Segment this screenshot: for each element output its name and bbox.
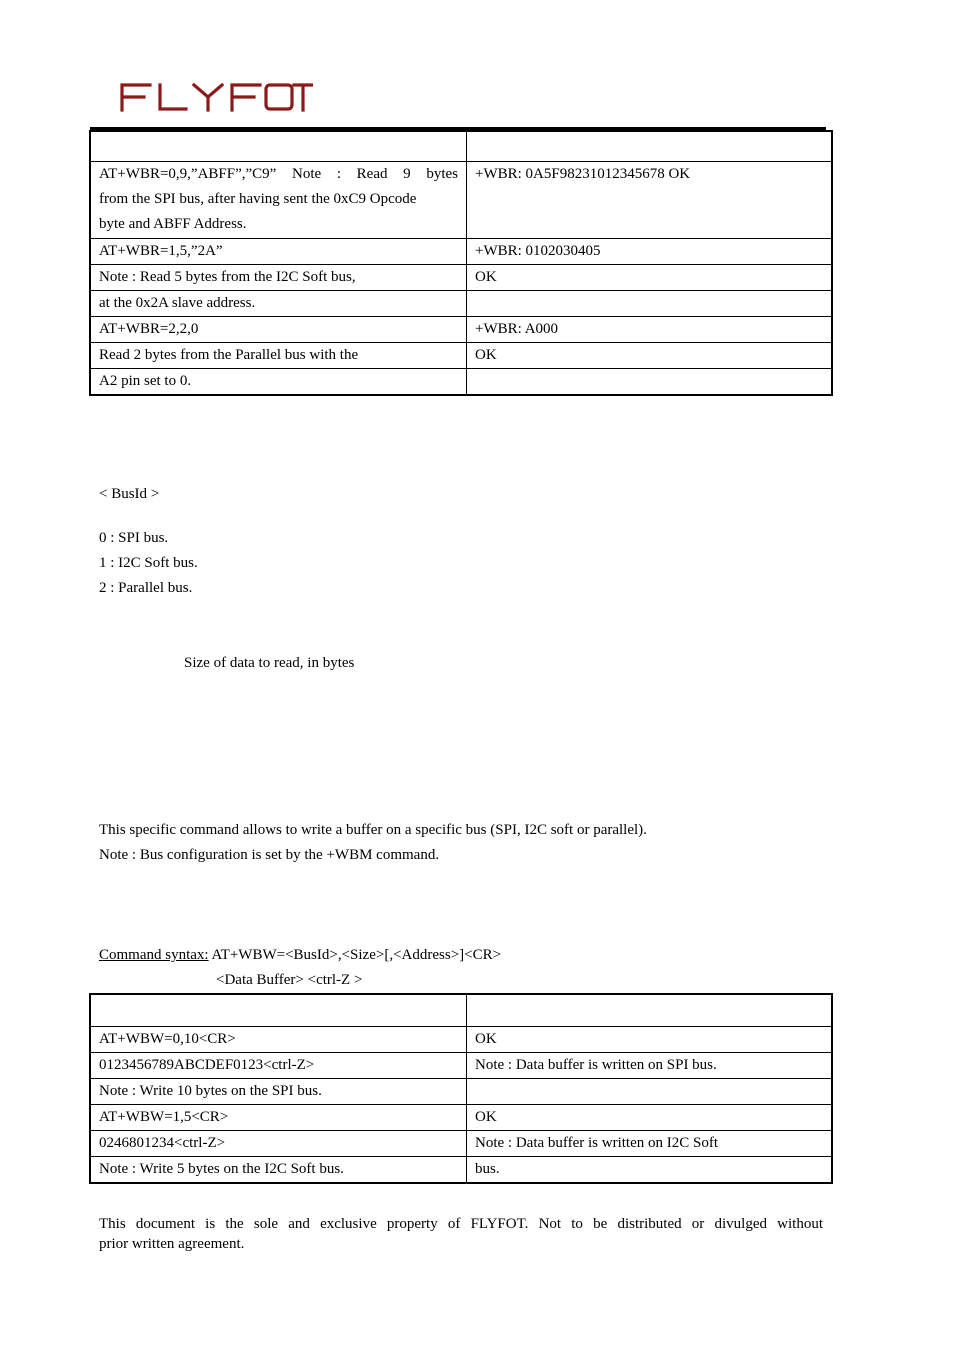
table-row <box>91 239 832 265</box>
response-cell: +WBR: A000 <box>467 317 832 343</box>
command-cell: AT+WBR=1,5,”2A” <box>91 239 467 265</box>
wbw-examples-table <box>90 994 832 1183</box>
header-rule <box>90 127 826 130</box>
cell-line: byte and ABFF Address. <box>99 216 247 232</box>
flyfot-logo <box>118 80 313 114</box>
response-cell <box>467 369 832 395</box>
syntax-label: Command syntax: <box>99 947 209 963</box>
response-cell <box>467 1079 832 1105</box>
busid-label: < BusId > <box>99 486 160 502</box>
command-cell: AT+WBW=1,5<CR> <box>91 1105 467 1131</box>
table-row <box>91 1131 832 1157</box>
command-description: This specific command allows to write a buffer on a specific bus (SPI, I2C soft or parallel). <box>99 822 647 838</box>
response-cell: OK <box>467 343 832 369</box>
table-row <box>91 1053 832 1079</box>
command-cell: Note : Read 5 bytes from the I2C Soft bus, <box>91 265 467 291</box>
response-cell: Note : Data buffer is written on I2C Soft <box>467 1131 832 1157</box>
response-cell: +WBR: 0A5F98231012345678 OK <box>467 162 832 239</box>
busid-value: 2 : Parallel bus. <box>99 580 193 596</box>
response-cell: bus. <box>467 1157 832 1183</box>
table-row <box>91 1079 832 1105</box>
header-cell <box>467 132 832 162</box>
wbr-examples-table <box>90 131 832 395</box>
command-cell: Read 2 bytes from the Parallel bus with the <box>91 343 467 369</box>
busid-value: 1 : I2C Soft bus. <box>99 555 198 571</box>
response-cell: OK <box>467 1027 832 1053</box>
command-cell: at the 0x2A slave address. <box>91 291 467 317</box>
header-cell <box>467 995 832 1027</box>
table-row <box>91 317 832 343</box>
response-cell: OK <box>467 1105 832 1131</box>
response-cell: +WBR: 0102030405 <box>467 239 832 265</box>
table-row <box>91 265 832 291</box>
command-cell <box>91 162 467 239</box>
table-row <box>91 369 832 395</box>
table-row <box>91 291 832 317</box>
response-cell: Note : Data buffer is written on SPI bus. <box>467 1053 832 1079</box>
table-header-row <box>91 132 832 162</box>
command-cell: 0123456789ABCDEF0123<ctrl-Z> <box>91 1053 467 1079</box>
command-cell: AT+WBW=0,10<CR> <box>91 1027 467 1053</box>
table-row <box>91 1027 832 1053</box>
header-cell <box>91 132 467 162</box>
cell-line: AT+WBR=0,9,”ABFF”,”C9” Note : Read 9 bytes <box>99 166 458 182</box>
response-cell <box>467 291 832 317</box>
command-cell: A2 pin set to 0. <box>91 369 467 395</box>
footer-line: prior written agreement. <box>99 1236 245 1252</box>
command-cell: Note : Write 5 bytes on the I2C Soft bus. <box>91 1157 467 1183</box>
command-cell: AT+WBR=2,2,0 <box>91 317 467 343</box>
cell-line: from the SPI bus, after having sent the 0xC9 Opcode <box>99 191 417 207</box>
command-cell: 0246801234<ctrl-Z> <box>91 1131 467 1157</box>
table-row <box>91 343 832 369</box>
size-description: Size of data to read, in bytes <box>184 655 355 671</box>
busid-value: 0 : SPI bus. <box>99 530 169 546</box>
configuration-note: Note : Bus configuration is set by the +WBM command. <box>99 847 440 863</box>
table-row <box>91 1105 832 1131</box>
confidentiality-footer <box>99 1214 823 1254</box>
table-row <box>91 162 832 239</box>
header-cell <box>91 995 467 1027</box>
command-cell: Note : Write 10 bytes on the SPI bus. <box>91 1079 467 1105</box>
table-row <box>91 1157 832 1183</box>
response-cell: OK <box>467 265 832 291</box>
command-syntax <box>99 943 501 968</box>
table-header-row <box>91 995 832 1027</box>
footer-line: This document is the sole and exclusive property of FLYFOT. Not to be distributed or divulged without <box>99 1216 823 1232</box>
syntax-command: AT+WBW=<BusId>,<Size>[,<Address>]<CR> <box>208 947 502 963</box>
syntax-continuation: <Data Buffer> <ctrl-Z > <box>216 972 363 988</box>
